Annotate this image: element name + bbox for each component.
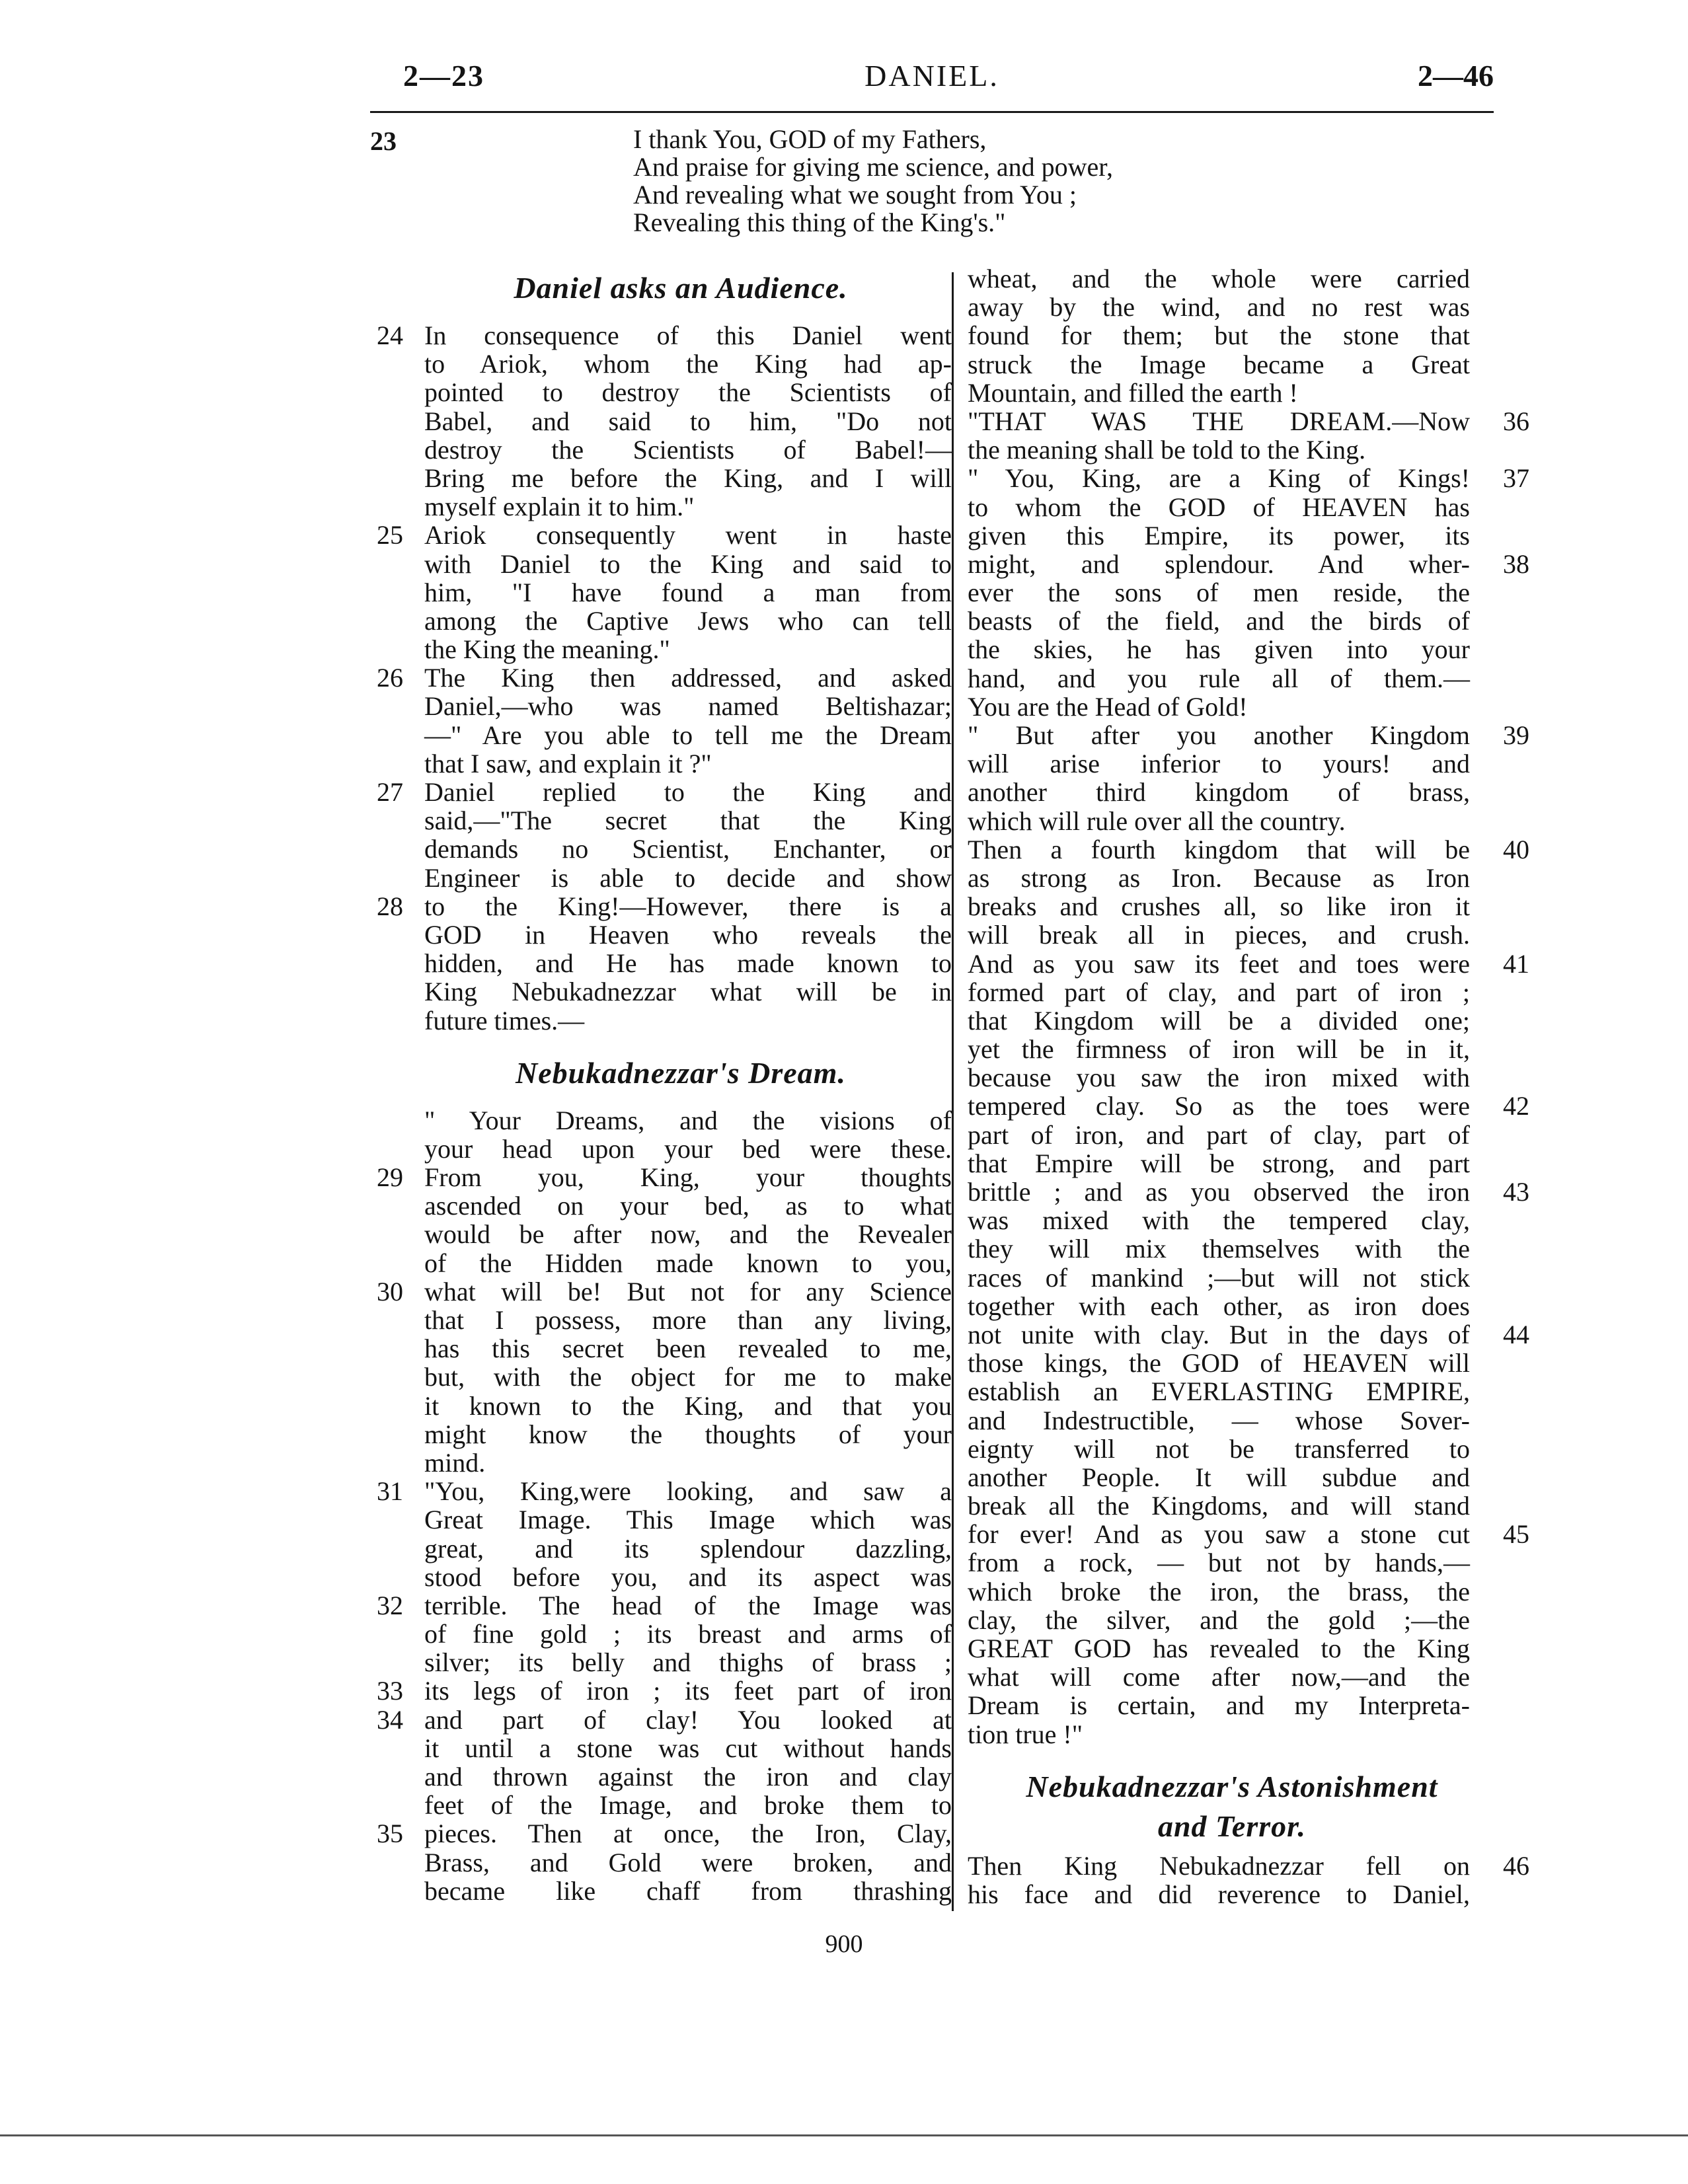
verse-text: to Ariok, whom the King had ap- bbox=[424, 349, 952, 379]
verse-text: Mountain, and filled the earth ! bbox=[968, 377, 1298, 408]
heading-line: and Terror. bbox=[1157, 1809, 1307, 1843]
verse-text: great, and its splendour dazzling, bbox=[424, 1533, 952, 1563]
verse-text: will arise inferior to yours! and bbox=[968, 749, 1470, 779]
text-line bbox=[370, 778, 952, 806]
verse-text: tion true !" bbox=[968, 1719, 1083, 1749]
verse-text: Babel, and said to him, "Do not bbox=[424, 406, 952, 436]
text-line bbox=[968, 407, 1536, 435]
text-line bbox=[968, 435, 1536, 464]
verse-text: "You, King,were looking, and saw a bbox=[424, 1476, 952, 1507]
text-line bbox=[370, 635, 952, 663]
verse-text: another third kingdom of brass, bbox=[968, 777, 1470, 808]
verse-text: pointed to destroy the Scientists of bbox=[424, 377, 952, 408]
text-line bbox=[370, 550, 952, 578]
verse-text: and thrown against the iron and clay bbox=[424, 1762, 952, 1791]
verse-text: Engineer is able to decide and show bbox=[424, 862, 952, 893]
text-line bbox=[968, 1206, 1536, 1234]
text-line bbox=[370, 1734, 952, 1762]
text-line bbox=[370, 892, 952, 921]
text-line bbox=[370, 1392, 952, 1420]
text-line bbox=[370, 378, 952, 406]
verse-text: In consequence of this Daniel went bbox=[424, 320, 952, 350]
text-line bbox=[370, 864, 952, 892]
verse-text: establish an EVERLASTING EMPIRE, bbox=[968, 1376, 1470, 1407]
header-left-ref: 2—23 bbox=[403, 59, 484, 93]
verse-text: they will mix themselves with the bbox=[968, 1234, 1470, 1264]
text-line bbox=[370, 1819, 952, 1848]
verse-text: eignty will not be transferred to bbox=[968, 1433, 1470, 1464]
text-line bbox=[968, 1320, 1536, 1349]
verse-text: that Kingdom will be a divided one; bbox=[968, 1005, 1470, 1036]
verse-text: his face and did reverence to Daniel, bbox=[968, 1879, 1470, 1909]
verse-text: Then King Nebukadnezzar fell on bbox=[968, 1850, 1470, 1881]
right-text-block-2 bbox=[968, 1852, 1536, 1908]
text-line bbox=[968, 693, 1536, 721]
verse-text: ascended on your bed, as to what bbox=[424, 1191, 952, 1221]
text-line bbox=[968, 1520, 1536, 1548]
verse-text: was mixed with the tempered clay, bbox=[968, 1205, 1470, 1236]
scan-edge-line bbox=[0, 2134, 1688, 2136]
verse-text: what will be! But not for any Science bbox=[424, 1276, 952, 1306]
text-line bbox=[968, 607, 1536, 635]
verse-text: destroy the Scientists of Babel!— bbox=[424, 434, 952, 465]
text-line bbox=[968, 778, 1536, 806]
text-line bbox=[370, 350, 952, 378]
verse-text: " You, King, are a King of Kings! bbox=[968, 463, 1470, 494]
verse-text: Then a fourth kingdom that will be bbox=[968, 834, 1470, 864]
verse-number: 45 bbox=[1503, 1519, 1529, 1550]
text-line bbox=[370, 1591, 952, 1620]
verse-number: 43 bbox=[1503, 1177, 1529, 1207]
text-line bbox=[968, 1178, 1536, 1206]
left-text-block-1 bbox=[370, 321, 952, 1035]
verse-text: part of iron, and part of clay, part of bbox=[968, 1119, 1470, 1150]
verse-text: struck the Image became a Great bbox=[968, 349, 1470, 379]
verse-number: 28 bbox=[377, 891, 403, 921]
text-line bbox=[370, 321, 952, 350]
text-line bbox=[370, 1848, 952, 1877]
verse-text: Ariok consequently went in haste bbox=[424, 520, 952, 550]
text-line bbox=[370, 578, 952, 607]
text-line bbox=[370, 1006, 952, 1035]
text-line bbox=[370, 1163, 952, 1191]
text-line bbox=[370, 1676, 952, 1705]
text-line bbox=[968, 493, 1536, 521]
text-line bbox=[370, 1420, 952, 1449]
verse-text: would be after now, and the Revealer bbox=[424, 1219, 952, 1250]
text-line bbox=[968, 892, 1536, 921]
verse-number: 29 bbox=[377, 1162, 403, 1193]
text-line bbox=[968, 521, 1536, 550]
text-line bbox=[968, 1606, 1536, 1634]
text-line bbox=[370, 835, 952, 863]
text-line bbox=[370, 1334, 952, 1363]
text-line bbox=[968, 293, 1536, 321]
verse-text: it until a stone was cut without hands bbox=[424, 1733, 952, 1763]
verse-text: because you saw the iron mixed with bbox=[968, 1063, 1470, 1093]
heading-line: Nebukadnezzar's Astonishment bbox=[1026, 1769, 1438, 1803]
left-text-block-2 bbox=[370, 1106, 952, 1905]
verse-text: silver; its belly and thighs of brass ; bbox=[424, 1647, 952, 1678]
text-line bbox=[370, 1277, 952, 1306]
verse-text: brittle ; and as you observed the iron bbox=[968, 1177, 1470, 1207]
verse-text: beasts of the field, and the birds of bbox=[968, 606, 1470, 636]
verse-text: " But after you another Kingdom bbox=[968, 720, 1470, 750]
verse-text: will break all in pieces, and crush. bbox=[968, 920, 1470, 950]
verse-text: future times.— bbox=[424, 1005, 585, 1036]
verse-text: to the King!—However, there is a bbox=[424, 891, 952, 921]
text-line bbox=[968, 1463, 1536, 1491]
text-line bbox=[370, 1706, 952, 1734]
text-line bbox=[370, 721, 952, 749]
text-line bbox=[968, 550, 1536, 578]
text-line bbox=[968, 464, 1536, 492]
verse-text: Great Image. This Image which was bbox=[424, 1505, 952, 1535]
verse-number: 46 bbox=[1503, 1850, 1529, 1881]
text-line bbox=[370, 1648, 952, 1676]
verse-number: 35 bbox=[377, 1819, 403, 1849]
text-line bbox=[968, 1880, 1536, 1908]
verse-text: stood before you, and its aspect was bbox=[424, 1562, 952, 1592]
text-line bbox=[968, 1548, 1536, 1577]
text-line bbox=[968, 321, 1536, 350]
text-line bbox=[370, 1220, 952, 1248]
verse-number: 38 bbox=[1503, 548, 1529, 579]
verse-number: 33 bbox=[377, 1676, 403, 1706]
verse-text: The King then addressed, and asked bbox=[424, 663, 952, 693]
verse-text: became like chaff from thrashing bbox=[424, 1875, 952, 1906]
verse-text: him, "I have found a man from bbox=[424, 577, 952, 607]
text-line bbox=[968, 950, 1536, 978]
text-line bbox=[370, 1534, 952, 1563]
text-line bbox=[968, 1006, 1536, 1035]
verse-text: another People. It will subdue and bbox=[968, 1462, 1470, 1492]
verse-text: Daniel,—who was named Beltishazar; bbox=[424, 691, 952, 722]
verse-text: mind. bbox=[424, 1447, 486, 1478]
verse-number: 24 bbox=[377, 320, 403, 350]
verse-text: and part of clay! You looked at bbox=[424, 1704, 952, 1735]
text-line bbox=[370, 1191, 952, 1220]
verse-text: " Your Dreams, and the visions of bbox=[424, 1105, 952, 1135]
text-line bbox=[370, 1762, 952, 1791]
verse-text: of fine gold ; its breast and arms of bbox=[424, 1619, 952, 1649]
text-line bbox=[968, 1377, 1536, 1406]
verse-text: You are the Head of Gold! bbox=[968, 691, 1248, 722]
page-number: 900 bbox=[825, 1930, 863, 1958]
verse-number: 41 bbox=[1503, 948, 1529, 979]
text-line bbox=[968, 1852, 1536, 1880]
text-line bbox=[968, 1349, 1536, 1377]
text-line bbox=[370, 1563, 952, 1591]
verse-number: 25 bbox=[377, 520, 403, 550]
text-line bbox=[968, 864, 1536, 892]
text-line bbox=[370, 607, 952, 635]
verse-text: GOD in Heaven who reveals the bbox=[424, 919, 952, 950]
text-line bbox=[968, 578, 1536, 607]
verse-text: might know the thoughts of your bbox=[424, 1419, 952, 1449]
verse-text: —" Are you able to tell me the Dream bbox=[424, 720, 952, 750]
spacer bbox=[370, 1035, 952, 1049]
text-line bbox=[370, 1477, 952, 1505]
verse-text: among the Captive Jews who can tell bbox=[424, 605, 952, 636]
verse-text: break all the Kingdoms, and will stand bbox=[968, 1491, 1470, 1521]
verse-text: races of mankind ;—but will not stick bbox=[968, 1262, 1470, 1293]
text-line bbox=[370, 407, 952, 435]
verse-number: 42 bbox=[1503, 1091, 1529, 1121]
text-line bbox=[370, 1449, 952, 1477]
verse-23-poem bbox=[633, 126, 1113, 237]
verse-text: Daniel replied to the King and bbox=[424, 777, 952, 807]
text-line bbox=[370, 492, 952, 521]
text-line bbox=[968, 721, 1536, 749]
text-line bbox=[968, 1234, 1536, 1263]
spacer bbox=[968, 1749, 1536, 1763]
text-line bbox=[968, 1663, 1536, 1691]
verse-text: Dream is certain, and my Interpreta- bbox=[968, 1690, 1470, 1721]
verse-number: 39 bbox=[1503, 720, 1529, 750]
text-line bbox=[968, 1121, 1536, 1149]
verse-text: Bring me before the King, and I will bbox=[424, 463, 952, 493]
verse-text: formed part of clay, and part of iron ; bbox=[968, 977, 1470, 1007]
poem-line: And praise for giving me science, and power, bbox=[633, 152, 1113, 182]
text-line bbox=[968, 664, 1536, 693]
verse-text: From you, King, your thoughts bbox=[424, 1162, 952, 1193]
verse-text: clay, the silver, and the gold ;—the bbox=[968, 1604, 1470, 1635]
column-divider bbox=[952, 272, 954, 1911]
header-right-ref: 2—46 bbox=[1418, 59, 1494, 93]
text-line bbox=[968, 1634, 1536, 1663]
text-line bbox=[370, 1505, 952, 1534]
verse-text: hidden, and He has made known to bbox=[424, 948, 952, 979]
section-heading: Daniel asks an Audience. bbox=[514, 271, 848, 305]
verse-text: that Empire will be strong, and part bbox=[968, 1148, 1470, 1178]
text-line bbox=[968, 1292, 1536, 1320]
verse-text: ever the sons of men reside, the bbox=[968, 578, 1470, 608]
text-line bbox=[370, 1106, 952, 1135]
text-line bbox=[370, 464, 952, 492]
verse-text: "THAT WAS THE DREAM.—Now bbox=[968, 406, 1470, 436]
verse-text: found for them; but the stone that bbox=[968, 320, 1470, 351]
verse-text: the meaning shall be told to the King. bbox=[968, 435, 1366, 465]
verse-text: what will come after now,—and the bbox=[968, 1662, 1470, 1692]
text-line bbox=[968, 1035, 1536, 1063]
verse-text: myself explain it to him." bbox=[424, 492, 695, 522]
verse-text: hand, and you rule all of them.— bbox=[968, 663, 1470, 693]
text-line bbox=[968, 978, 1536, 1006]
verse-text: to whom the GOD of HEAVEN has bbox=[968, 492, 1470, 522]
verse-number: 32 bbox=[377, 1590, 403, 1620]
verse-text: yet the firmness of iron will be in it, bbox=[968, 1034, 1470, 1065]
verse-text: feet of the Image, and broke them to bbox=[424, 1790, 952, 1821]
text-line bbox=[968, 1720, 1536, 1749]
verse-text: that I saw, and explain it ?" bbox=[424, 748, 712, 778]
text-line bbox=[968, 350, 1536, 379]
text-line bbox=[968, 1063, 1536, 1092]
text-line bbox=[968, 921, 1536, 949]
verse-text: but, with the object for me to make bbox=[424, 1362, 952, 1392]
verse-text: said,—"The secret that the King bbox=[424, 806, 952, 836]
verse-text: And as you saw its feet and toes were bbox=[968, 948, 1470, 979]
verse-number: 34 bbox=[377, 1704, 403, 1735]
text-line bbox=[370, 921, 952, 949]
text-line bbox=[968, 1092, 1536, 1120]
verse-text: from a rock, — but not by hands,— bbox=[968, 1548, 1470, 1578]
verse-text: GREAT GOD has revealed to the King bbox=[968, 1634, 1470, 1663]
right-text-block-1 bbox=[968, 264, 1536, 1749]
text-line bbox=[968, 1406, 1536, 1435]
running-header bbox=[370, 58, 1494, 104]
verse-text: your head upon your bed were these. bbox=[424, 1133, 952, 1164]
verse-number: 31 bbox=[377, 1476, 403, 1507]
text-line bbox=[968, 807, 1536, 835]
verse-text: for ever! And as you saw a stone cut bbox=[968, 1519, 1470, 1550]
poem-line: And revealing what we sought from You ; bbox=[633, 180, 1077, 209]
verse-text: together with each other, as iron does bbox=[968, 1291, 1470, 1321]
verse-number: 26 bbox=[377, 663, 403, 693]
text-line bbox=[370, 949, 952, 977]
right-column bbox=[968, 264, 1536, 1908]
text-line bbox=[370, 1363, 952, 1391]
verse-text: which broke the iron, the brass, the bbox=[968, 1576, 1470, 1606]
text-line bbox=[968, 635, 1536, 663]
section-heading: Nebukadnezzar's Dream. bbox=[516, 1055, 846, 1090]
verse-text: which will rule over all the country. bbox=[968, 806, 1346, 836]
text-line bbox=[968, 264, 1536, 293]
text-line bbox=[370, 1877, 952, 1905]
header-rule bbox=[370, 111, 1494, 113]
text-line bbox=[968, 1149, 1536, 1178]
verse-text: not unite with clay. But in the days of bbox=[968, 1319, 1470, 1349]
left-column bbox=[370, 264, 952, 1905]
verse-number: 23 bbox=[370, 126, 397, 156]
text-line bbox=[370, 435, 952, 464]
verse-text: King Nebukadnezzar what will be in bbox=[424, 977, 952, 1007]
verse-text: and Indestructible, — whose Sover- bbox=[968, 1405, 1470, 1435]
text-line bbox=[968, 1435, 1536, 1463]
text-line bbox=[370, 1135, 952, 1163]
verse-text: given this Empire, its power, its bbox=[968, 520, 1470, 550]
verse-text: demands no Scientist, Enchanter, or bbox=[424, 834, 952, 864]
verse-text: as strong as Iron. Because as Iron bbox=[968, 862, 1470, 893]
verse-text: pieces. Then at once, the Iron, Clay, bbox=[424, 1819, 952, 1849]
verse-text: it known to the King, and that you bbox=[424, 1390, 952, 1421]
verse-text: wheat, and the whole were carried bbox=[968, 264, 1470, 293]
verse-text: away by the wind, and no rest was bbox=[968, 292, 1470, 322]
text-line bbox=[370, 977, 952, 1006]
text-line bbox=[968, 1263, 1536, 1292]
text-line bbox=[968, 379, 1536, 407]
text-line bbox=[370, 1620, 952, 1648]
verse-text: has this secret been revealed to me, bbox=[424, 1334, 952, 1364]
section-heading bbox=[968, 1767, 1536, 1846]
verse-text: breaks and crushes all, so like iron it bbox=[968, 891, 1470, 922]
verse-number: 40 bbox=[1503, 834, 1529, 864]
text-line bbox=[968, 1577, 1536, 1606]
verse-text: the skies, he has given into your bbox=[968, 634, 1470, 665]
verse-number: 36 bbox=[1503, 406, 1529, 436]
text-line bbox=[370, 806, 952, 835]
verse-number: 27 bbox=[377, 777, 403, 807]
text-line bbox=[370, 692, 952, 720]
text-line bbox=[370, 749, 952, 778]
verse-number: 37 bbox=[1503, 463, 1529, 494]
poem-line: Revealing this thing of the King's." bbox=[633, 207, 1006, 237]
verse-text: the King the meaning." bbox=[424, 634, 670, 665]
verse-text: might, and splendour. And wher- bbox=[968, 548, 1470, 579]
text-line bbox=[370, 521, 952, 549]
verse-text: those kings, the GOD of HEAVEN will bbox=[968, 1348, 1470, 1378]
verse-text: Brass, and Gold were broken, and bbox=[424, 1847, 952, 1877]
text-line bbox=[968, 1491, 1536, 1520]
verse-text: with Daniel to the King and said to bbox=[424, 548, 952, 579]
header-book-title: DANIEL. bbox=[864, 59, 999, 93]
text-line bbox=[968, 1691, 1536, 1719]
verse-text: its legs of iron ; its feet part of iron bbox=[424, 1676, 952, 1706]
verse-number: 30 bbox=[377, 1276, 403, 1306]
verse-number: 44 bbox=[1503, 1319, 1529, 1349]
text-line bbox=[370, 1791, 952, 1819]
verse-text: tempered clay. So as the toes were bbox=[968, 1091, 1470, 1121]
text-line bbox=[370, 1249, 952, 1277]
text-line bbox=[370, 663, 952, 692]
verse-text: of the Hidden made known to you, bbox=[424, 1248, 952, 1278]
poem-line: I thank You, GOD of my Fathers, bbox=[633, 124, 987, 154]
verse-text: terrible. The head of the Image was bbox=[424, 1590, 952, 1620]
verse-text: that I possess, more than any living, bbox=[424, 1305, 952, 1335]
text-line bbox=[968, 749, 1536, 778]
text-line bbox=[968, 835, 1536, 864]
text-line bbox=[370, 1306, 952, 1334]
